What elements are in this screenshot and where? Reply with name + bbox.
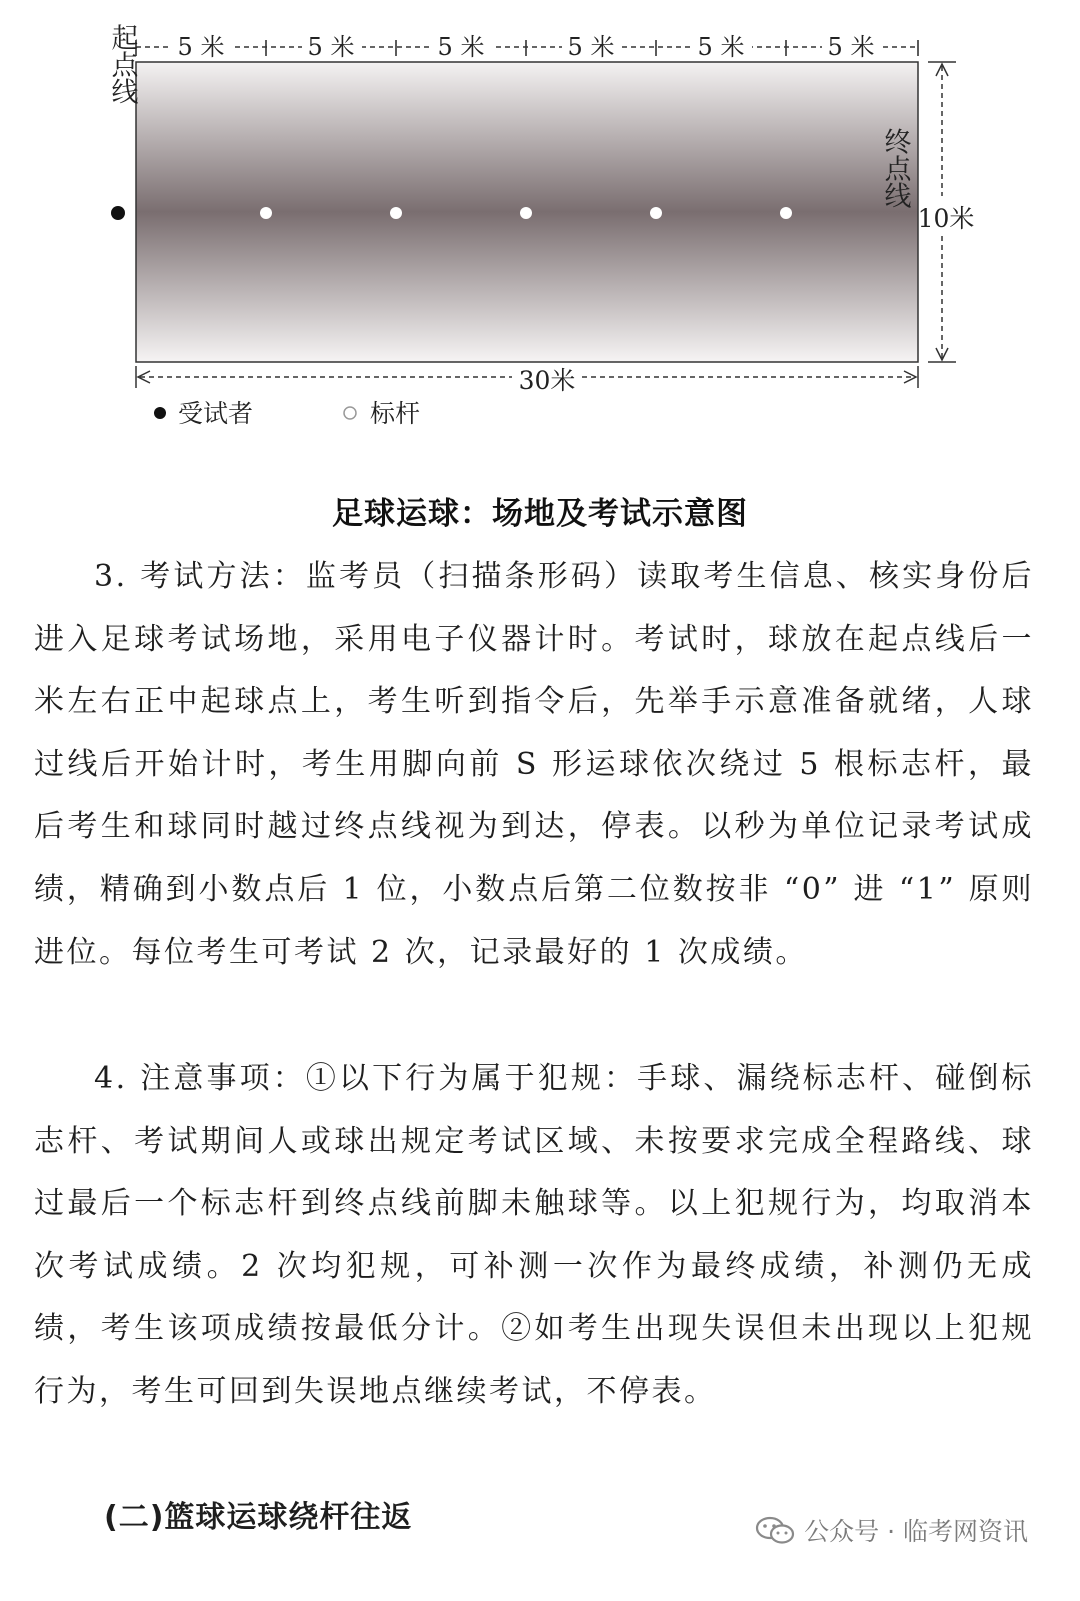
segment-label-3: 5 米 <box>437 33 485 61</box>
watermark <box>754 1512 1028 1548</box>
paragraph-exam-method: 3. 考试方法：监考员（扫描条形码）读取考生信息、核实身份后进入足球考试场地，采用电子仪器计时。考试时，球放在起点线后一米左右正中起球点上，考生听到指令后，先举手示意准备就绪，人球过线后开始计时，考生用脚向前 S 形运球依次绕过 5 根标志杆，最后考生和球同时越过终点线视为到达，停表。以秒为单位记录考试成绩，精确到小数点后 1 位，小数点后第二位数按非 “0” 进 “1” 原则进位。每位考生可考试 2 次，记录最好的 1 次成绩。 <box>34 559 1034 970</box>
segment-label-6: 5 米 <box>827 33 875 61</box>
legend-pole-icon <box>344 407 356 419</box>
field-diagram <box>0 0 1080 470</box>
pole-1 <box>260 207 272 219</box>
segment-label-1: 5 米 <box>177 33 225 61</box>
legend <box>154 399 420 428</box>
participant-dot <box>111 206 125 220</box>
section-heading: (二)篮球运球绕杆往返 <box>104 1500 413 1535</box>
segment-label-2: 5 米 <box>307 33 355 61</box>
finish-line-label: 终点线 <box>879 127 911 209</box>
figure-caption: 足球运球：场地及考试示意图 <box>332 496 748 532</box>
legend-pole-label: 标杆 <box>370 399 421 428</box>
legend-participant-label: 受试者 <box>178 399 254 428</box>
start-line-label: 起点线 <box>106 23 138 105</box>
watermark-text: 公众号 · 临考网资讯 <box>804 1517 1028 1546</box>
top-dimension-line <box>136 40 918 56</box>
length-label: 30米 <box>518 366 576 395</box>
segment-label-5: 5 米 <box>697 33 745 61</box>
paragraph-notes: 4. 注意事项：①以下行为属于犯规：手球、漏绕标志杆、碰倒标志杆、考试期间人或球出规定考试区域、未按要求完成全程路线、球过最后一个标志杆到终点线前脚未触球等。以上犯规行为，均取消本次考试成绩。2 次均犯规，可补测一次作为最终成绩，补测仍无成绩，考生该项成绩按最低分计。②如考生出现失误但未出现以上犯规行为，考生可回到失误地点继续考试，不停表。 <box>34 1061 1034 1409</box>
wechat-icon <box>754 1515 796 1545</box>
pole-4 <box>650 207 662 219</box>
width-label: 10米 <box>917 204 975 233</box>
legend-participant-icon <box>154 407 166 419</box>
pole-5 <box>780 207 792 219</box>
pole-2 <box>390 207 402 219</box>
segment-label-4: 5 米 <box>567 33 615 61</box>
pole-3 <box>520 207 532 219</box>
